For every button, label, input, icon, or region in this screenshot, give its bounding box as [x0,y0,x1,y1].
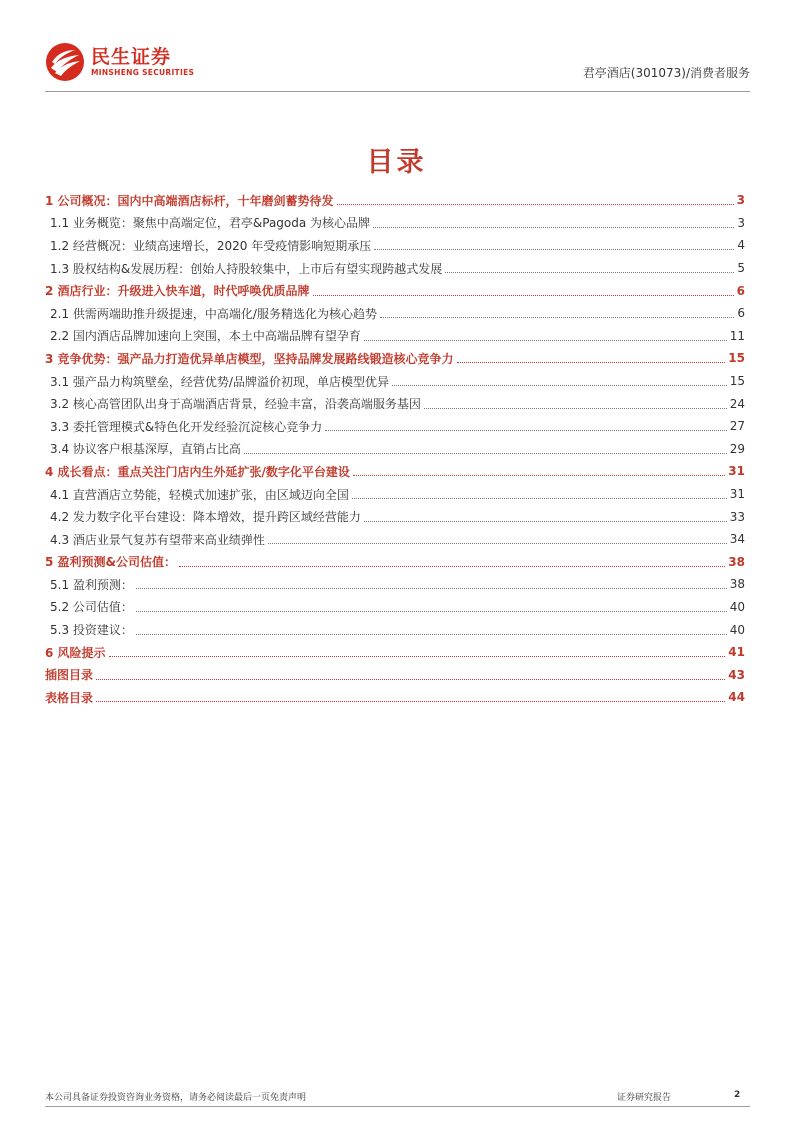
toc-entry-page: 15 [728,351,745,366]
toc-entry-page: 27 [729,419,745,434]
minsheng-logo [45,42,194,82]
toc-entry-page: 6 [737,306,745,321]
toc-entry-title: 插图目录 [45,668,94,683]
toc-entry[interactable] [45,618,745,641]
toc-entry-title: 5.2 公司估值： [50,600,133,615]
toc-entry[interactable] [45,438,745,461]
toc-entry-title: 3.1 强产品力构筑壁垒，经营优势/品牌溢价初现，单店模型优异 [50,374,389,389]
toc-leader-dots [364,520,727,522]
toc-entry-title: 3.3 委托管理模式&特色化开发经验沉淀核心竞争力 [50,419,323,434]
toc-entry-title: 3 竞争优势：强产品力打造优异单店模型，坚持品牌发展路线锻造核心竞争力 [45,351,454,366]
toc-entry-title: 3.4 协议客户根基深厚，直销占比高 [50,442,241,457]
toc-leader-dots [337,203,734,205]
toc-entry[interactable] [45,551,745,574]
toc-entry-page: 29 [729,441,745,456]
toc-entry-title: 1.3 股权结构&发展历程：创始人持股较集中，上市后有望实现跨越式发展 [50,261,443,276]
toc-entry[interactable] [45,370,745,393]
toc-entry[interactable] [45,528,745,551]
logo-chinese-name: 民生证券 [91,46,172,68]
toc-entry-title: 4 成长看点：重点关注门店内生外延扩张/数字化平台建设 [45,464,350,479]
footer-divider [45,1106,750,1107]
toc-entry-title: 3.2 核心高管团队出身于高端酒店背景，经验丰富，沿袭高端服务基因 [50,397,421,412]
footer-page-number: 2 [734,1090,741,1100]
toc-entry-title: 5.3 投资建议： [50,623,133,638]
toc-entry[interactable] [45,505,745,528]
toc-entry-title: 2.1 供需两端助推升级提速，中高端化/服务精选化为核心趋势 [50,306,377,321]
toc-entry[interactable] [45,189,745,212]
toc-entry-title: 6 风险提示 [45,645,106,660]
minsheng-logo-icon [45,42,85,82]
toc-leader-dots [364,339,727,341]
toc-leader-dots [179,565,725,567]
table-of-contents [45,189,745,709]
toc-leader-dots [96,678,725,680]
toc-leader-dots [136,610,727,612]
toc-entry-page: 41 [728,645,745,660]
toc-entry[interactable] [45,257,745,280]
toc-entry-page: 34 [729,532,745,547]
toc-entry[interactable] [45,483,745,506]
toc-entry-page: 15 [729,374,745,389]
footer-disclaimer: 本公司具备证券投资咨询业务资格，请务必阅读最后一页免责声明 [45,1093,307,1103]
toc-entry-title: 4.3 酒店业景气复苏有望带来高业绩弹性 [50,532,265,547]
toc-entry-page: 5 [737,261,745,276]
toc-leader-dots [373,226,734,228]
toc-entry-title: 5.1 盈利预测： [50,577,133,592]
toc-leader-dots [392,384,727,386]
toc-entry[interactable] [45,392,745,415]
toc-leader-dots [445,271,734,273]
header-divider [45,91,750,92]
toc-entry-page: 6 [736,283,745,298]
toc-entry[interactable] [45,663,745,686]
toc-leader-dots [380,316,734,318]
toc-entry-page: 43 [728,667,745,682]
toc-entry-page: 33 [729,509,745,524]
toc-entry[interactable] [45,686,745,709]
toc-entry[interactable] [45,641,745,664]
toc-entry-page: 40 [729,622,745,637]
toc-leader-dots [352,497,727,499]
toc-entry-title: 1 公司概况：国内中高端酒店标杆，十年磨剑蓄势待发 [45,193,334,208]
toc-leader-dots [457,361,726,363]
toc-leader-dots [136,633,727,635]
toc-entry-title: 4.2 发力数字化平台建设：降本增效，提升跨区域经营能力 [50,510,361,525]
footer-report-type: 证券研究报告 [617,1093,672,1103]
toc-entry-title: 2.2 国内酒店品牌加速向上突围，本土中高端品牌有望孕育 [50,329,361,344]
toc-entry-page: 31 [728,464,745,479]
toc-entry[interactable] [45,302,745,325]
toc-entry-title: 5 盈利预测&公司估值： [45,555,176,570]
report-tag: 君亭酒店(301073)/消费者服务 [582,66,750,80]
page-header [45,40,750,90]
logo-english-name: MINSHENG SECURITIES [91,68,195,77]
toc-entry-page: 38 [728,554,745,569]
toc-entry[interactable] [45,596,745,619]
toc-entry-page: 40 [729,599,745,614]
toc-entry[interactable] [45,325,745,348]
toc-entry-page: 3 [737,215,745,230]
toc-entry-page: 38 [729,577,745,592]
toc-entry-title: 2 酒店行业：升级进入快车道，时代呼唤优质品牌 [45,284,310,299]
toc-entry-page: 31 [729,487,745,502]
toc-leader-dots [244,452,727,454]
toc-entry-title: 4.1 直营酒店立势能，轻模式加速扩张，由区域迈向全国 [50,487,349,502]
page-title: 目录 [366,147,427,178]
toc-entry[interactable] [45,347,745,370]
toc-entry-page: 3 [736,193,745,208]
toc-leader-dots [353,474,725,476]
toc-entry[interactable] [45,573,745,596]
toc-entry[interactable] [45,415,745,438]
toc-leader-dots [424,407,727,409]
toc-entry-page: 11 [729,328,745,343]
toc-entry[interactable] [45,234,745,257]
toc-entry-page: 44 [728,690,745,705]
toc-entry-page: 24 [729,396,745,411]
toc-leader-dots [136,587,727,589]
toc-entry[interactable] [45,212,745,235]
toc-entry[interactable] [45,279,745,302]
toc-entry-page: 4 [737,238,745,253]
toc-leader-dots [268,542,727,544]
toc-entry-title: 1.1 业务概览：聚焦中高端定位，君亭&Pagoda 为核心品牌 [50,216,371,231]
toc-leader-dots [313,294,734,296]
toc-leader-dots [109,655,726,657]
toc-leader-dots [374,248,734,250]
toc-entry-title: 1.2 经营概况：业绩高速增长，2020 年受疫情影响短期承压 [50,238,372,253]
toc-entry-title: 表格目录 [45,690,94,705]
toc-leader-dots [325,429,726,431]
toc-entry[interactable] [45,460,745,483]
toc-leader-dots [96,700,725,702]
